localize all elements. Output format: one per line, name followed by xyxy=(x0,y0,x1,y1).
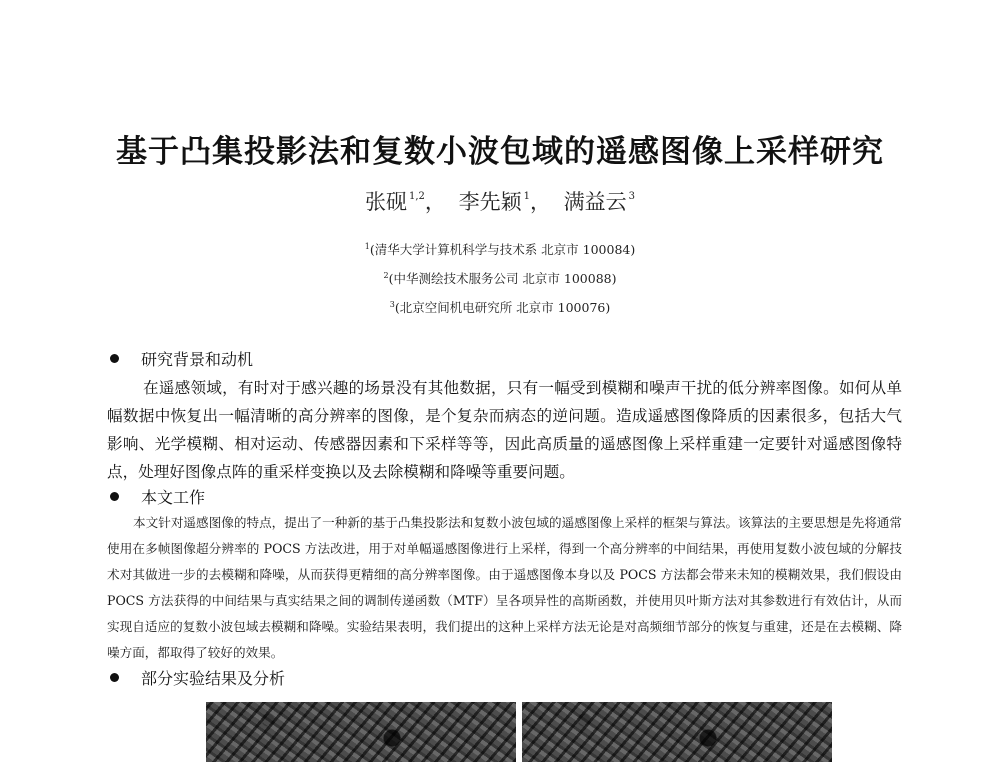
section-heading-work xyxy=(110,485,205,508)
affiliation-mark: 1 xyxy=(364,242,370,251)
author-name: 张砚 xyxy=(364,190,407,214)
section-body-background: 在遥感领域，有时对于感兴趣的场景没有其他数据，只有一幅受到模糊和噪声干扰的低分辨率图像。如何从单幅数据中恢复出一幅清晰的高分辨率的图像，是个复杂而病态的逆问题。造成遥感图像降质的因素很多，包括大气影响、光学模糊、相对运动、传感器因素和下采样等等，因此高质量的遥感图像上采样重建一定要针对遥感图像特点，处理好图像点阵的重采样变换以及去除模糊和降噪等重要问题。 xyxy=(107,379,902,481)
section-body-work: 本文针对遥感图像的特点，提出了一种新的基于凸集投影法和复数小波包域的遥感图像上采样的框架与算法。该算法的主要思想是先将通常使用在多帧图像超分辨率的 POCS 方法改进，用于对单幅遥感图像进行上采样，得到一个高分辨率的中间结果，再使用复数小波包域的分解技术对其做进一步的去模糊和降噪，从而获得更精细的高分辨率图像。由于遥感图像本身以及 POCS 方法都会带来未知的模糊效果，我们假设由 POCS 方法获得的中间结果与真实结果之间的调制传递函数（MTF）呈各项异性的高斯函数，并使用贝叶斯方法对其参数进行有效估计，从而实现自适应的复数小波包域去模糊和降噪。实验结果表明，我们提出的这种上采样方法无论是对高频细节部分的恢复与重建，还是在去模糊、降噪方面，都取得了较好的效果。 xyxy=(107,515,902,660)
affiliation-text: (北京空间机电研究所 北京市 100076) xyxy=(394,300,611,315)
result-image-right xyxy=(522,702,832,762)
author-separator: ， xyxy=(529,190,551,214)
affiliation-3 xyxy=(0,298,1000,316)
bullet-icon xyxy=(110,492,119,501)
author-affiliation-mark: 1 xyxy=(523,191,530,202)
bullet-icon xyxy=(110,354,119,363)
affiliation-mark: 2 xyxy=(383,271,389,280)
result-images xyxy=(206,702,832,762)
affiliation-text: (清华大学计算机科学与技术系 北京市 100084) xyxy=(369,242,636,257)
section-heading-text: 部分实验结果及分析 xyxy=(141,669,286,688)
bullet-icon xyxy=(110,673,119,682)
affiliation-text: (中华测绘技术服务公司 北京市 100088) xyxy=(388,271,617,286)
author-name: 满益云 xyxy=(563,190,627,214)
author-separator: ， xyxy=(424,190,446,214)
author-line xyxy=(0,186,1000,216)
author-affiliation-mark: 3 xyxy=(628,191,636,202)
affiliation-2 xyxy=(0,269,1000,287)
author-affiliation-mark: 1,2 xyxy=(408,191,425,202)
affiliation-1 xyxy=(0,240,1000,258)
section-heading-text: 研究背景和动机 xyxy=(141,350,254,369)
paper-title: 基于凸集投影法和复数小波包域的遥感图像上采样研究 xyxy=(116,134,884,170)
author-name: 李先颖 xyxy=(458,190,522,214)
section-heading-results xyxy=(110,666,285,689)
result-image-left xyxy=(206,702,516,762)
affiliation-mark: 3 xyxy=(389,300,395,309)
section-heading-text: 本文工作 xyxy=(141,488,206,507)
section-heading-background xyxy=(110,347,253,370)
